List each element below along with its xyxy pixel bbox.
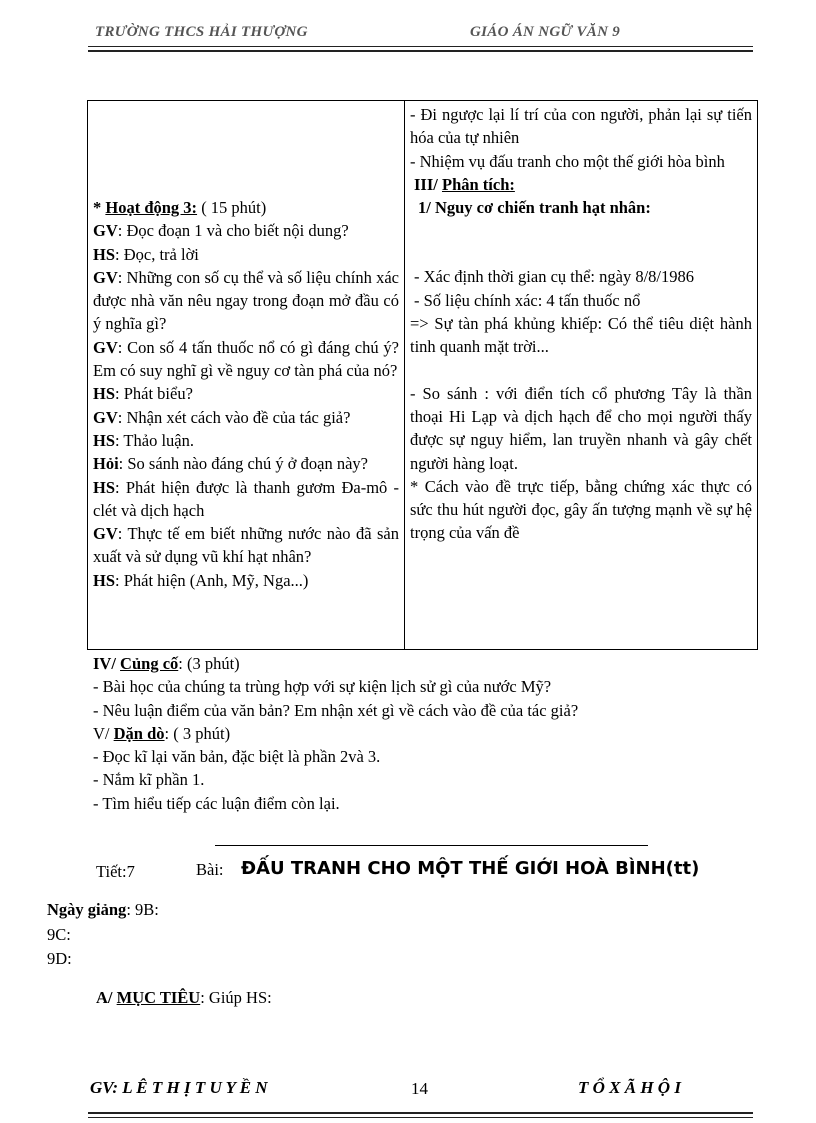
- school-name: TRƯỜNG THCS HẢI THƯỢNG: [95, 24, 308, 40]
- analysis-point: - Số liệu chính xác: 4 tấn thuốc nổ: [414, 290, 641, 310]
- dialogue-line: [93, 243, 399, 266]
- consolidation-heading: IV/ Củng cố: (3 phút): [93, 654, 240, 673]
- homework-heading: V/ Dặn dò: ( 3 phút): [93, 723, 231, 743]
- date-9c: 9C:: [47, 924, 71, 944]
- speaker-label: GV: [93, 524, 118, 544]
- analysis-conclusion: * Cách vào đề trực tiếp, bằng chứng xác thực có sức thu hút người đọc, gây ấn tượng mạnh về sự hệ trọng của vấn đề: [410, 476, 752, 543]
- homework-item: - Tìm hiểu tiếp các luận điểm còn lại.: [93, 793, 340, 813]
- teacher-student-column: [88, 101, 405, 650]
- date-9d: 9D:: [47, 949, 72, 968]
- dialogue-line: [93, 569, 399, 592]
- footer-rule: [88, 1117, 753, 1118]
- department-name: T Ổ X Ã H Ộ I: [578, 1078, 681, 1097]
- consolidation-item: - Nêu luận điểm của văn bản? Em nhận xét gì về cách vào đề của tác giả?: [93, 700, 579, 720]
- header-rule-thick: [88, 50, 753, 52]
- dialogue-text: : Phát hiện (Anh, Mỹ, Nga...): [115, 570, 309, 590]
- dialogue-line: [93, 476, 399, 523]
- dialogue-line: [93, 382, 399, 405]
- dialogue-line: [93, 219, 399, 242]
- speaker-label: GV: [93, 267, 118, 287]
- speaker-label: HS: [93, 477, 116, 497]
- section-separator: [215, 845, 648, 846]
- homework-item: - Nắm kĩ phần 1.: [93, 770, 205, 790]
- speaker-label: GV: [93, 407, 118, 427]
- dialogue-line: [93, 406, 399, 429]
- homework-item: - Đọc kĩ lại văn bản, đặc biệt là phần 2và 3.: [93, 747, 381, 767]
- dialogue-text: : Những con số cụ thể và số liệu chính xác được nhà văn nêu ngay trong đoạn mở đầu có ý nghĩa gì?: [93, 267, 399, 334]
- closing-section: [93, 652, 753, 815]
- analysis-point: - So sánh : với điển tích cổ phương Tây là thần thoại Hi Lạp và dịch hạch để cho mọi người thấy được sự nguy hiểm, lan truyền nhanh và gây chết người hàng loạt.: [410, 383, 752, 473]
- analysis-point: => Sự tàn phá khủng khiếp: Có thể tiêu diệt hành tinh quanh mặt trời...: [410, 314, 752, 357]
- dialogue-text: : Con số 4 tấn thuốc nổ có gì đáng chú ý? Em có suy nghĩ gì về nguy cơ tàn phá của nó?: [93, 337, 399, 381]
- intro-point: - Đi ngược lại lí trí của con người, phản lại sự tiến hóa của tự nhiên: [410, 105, 752, 148]
- intro-point: - Nhiệm vụ đấu tranh cho một thế giới hòa bình: [410, 151, 725, 171]
- subject-name: GIÁO ÁN NGỮ VĂN 9: [470, 24, 621, 40]
- dialogue-line: [93, 429, 399, 452]
- dialogue-text: : Thực tế em biết những nước nào đã sản xuất và sử dụng vũ khí hạt nhân?: [93, 524, 399, 567]
- dialogue-text: : Thảo luận.: [115, 430, 194, 450]
- lesson-label: Bài:: [196, 860, 224, 879]
- dialogue-text: : Nhận xét cách vào đề của tác giả?: [117, 407, 351, 427]
- speaker-label: GV: [93, 337, 118, 357]
- dialogue-line: [93, 522, 399, 569]
- lesson-title: ĐẤU TRANH CHO MỘT THẾ GIỚI HOÀ BÌNH(tt): [241, 858, 700, 879]
- consolidation-item: - Bài học của chúng ta trùng hợp với sự kiện lịch sử gì của nước Mỹ?: [93, 677, 552, 697]
- dialogue-line: [93, 266, 399, 336]
- page-number: 14: [411, 1079, 428, 1098]
- dialogue-text: : Phát biểu?: [115, 384, 193, 404]
- lesson-period: Tiết:7: [96, 862, 135, 881]
- footer-rule-thick: [88, 1112, 753, 1114]
- speaker-label: HS: [93, 430, 116, 450]
- speaker-label: Hỏi: [93, 454, 119, 474]
- header-rule: [88, 46, 753, 47]
- dialogue-text: : Đọc, trả lời: [115, 244, 199, 264]
- subsection-heading: 1/ Nguy cơ chiến tranh hạt nhân:: [418, 198, 651, 218]
- speaker-label: HS: [93, 384, 116, 404]
- teaching-dates: [47, 898, 159, 972]
- teacher-name: GV: L Ê T H Ị T U Y Ề N: [90, 1078, 268, 1097]
- dialogue-list: [93, 219, 399, 592]
- dialogue-text: : So sánh nào đáng chú ý ở đoạn này?: [118, 454, 368, 474]
- dialogue-text: : Đọc đoạn 1 và cho biết nội dung?: [117, 221, 349, 241]
- activity-heading: * Hoạt động 3: ( 15 phút): [93, 198, 267, 217]
- section-heading: III/ Phân tích:: [414, 174, 515, 194]
- dialogue-text: : Phát hiện được là thanh gươm Đa-mô -clét và dịch hạch: [93, 477, 399, 520]
- speaker-label: HS: [93, 570, 116, 590]
- dialogue-line: [93, 336, 399, 383]
- lesson-table: [87, 100, 758, 650]
- speaker-label: GV: [93, 221, 118, 241]
- content-column: [405, 101, 758, 650]
- dialogue-line: [93, 452, 399, 475]
- objectives-heading: A/ MỤC TIÊU: Giúp HS:: [96, 988, 272, 1007]
- date-9b: Ngày giảng: 9B:: [47, 900, 159, 919]
- speaker-label: HS: [93, 244, 116, 264]
- analysis-point: - Xác định thời gian cụ thể: ngày 8/8/1986: [414, 267, 695, 287]
